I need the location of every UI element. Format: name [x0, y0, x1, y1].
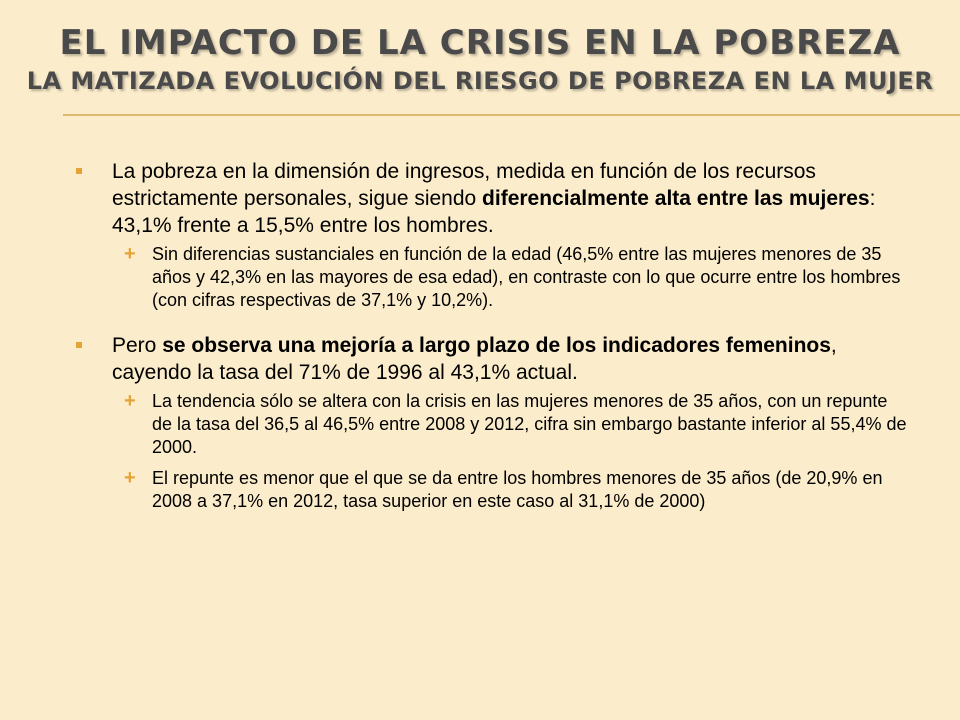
bullet-1 — [72, 158, 912, 239]
bullet-1-bold: diferencialmente alta entre las mujeres — [482, 187, 870, 210]
plus-bullet-icon: + — [124, 243, 136, 265]
bullet-1-text-a: La pobreza en la dimensión de ingresos, medida en función de los recursos estrictamente personales, sigue siendo — [112, 160, 816, 210]
bullet-2-text-a: Pero — [112, 334, 163, 357]
square-bullet-icon — [76, 168, 82, 174]
title-line-1: EL IMPACTO DE LA CRISIS EN LA POBREZA — [59, 23, 901, 63]
plus-bullet-icon: + — [124, 467, 136, 489]
sub-bullet-2-1-text: La tendencia sólo se altera con la crisis en las mujeres menores de 35 años, con un repunte de la tasa del 36,5 al 46,5% entre 2008 y 2012, cifra sin embargo bastante inferior al 55,4% de 2000. — [152, 391, 907, 457]
title-divider — [63, 114, 960, 116]
bullet-2-bold: se observa una mejoría a largo plazo de los indicadores femeninos — [162, 334, 831, 357]
slide-content — [72, 158, 912, 515]
sub-bullet-1-1-text: Sin diferencias sustanciales en función de la edad (46,5% entre las mujeres menores de 35 años y 42,3% en las mayores de esa edad), en contraste con lo que ocurre entre los hombres (con cifras respectivas de 37,1% y 10,2%). — [152, 244, 901, 310]
bullet-2-text-b: , cayendo la tasa del 71% de 1996 al 43,1% actual. — [112, 334, 837, 384]
sub-bullet-2-2-text: El repunte es menor que el que se da entre los hombres menores de 35 años (de 20,9% en 2008 a 37,1% en 2012, tasa superior en este caso al 31,1% de 2000) — [152, 468, 883, 511]
slide-title — [0, 22, 960, 98]
sub-bullet-2-1 — [72, 390, 912, 459]
title-line-2: LA MATIZADA EVOLUCIÓN DEL RIESGO DE POBREZA EN LA MUJER — [26, 67, 934, 95]
sub-bullet-1-1 — [72, 243, 912, 312]
sub-bullet-2-2 — [72, 467, 912, 513]
bullet-1-text-b: : 43,1% frente a 15,5% entre los hombres. — [112, 187, 876, 237]
square-bullet-icon — [76, 342, 82, 348]
plus-bullet-icon: + — [124, 390, 136, 412]
bullet-2 — [72, 332, 912, 386]
